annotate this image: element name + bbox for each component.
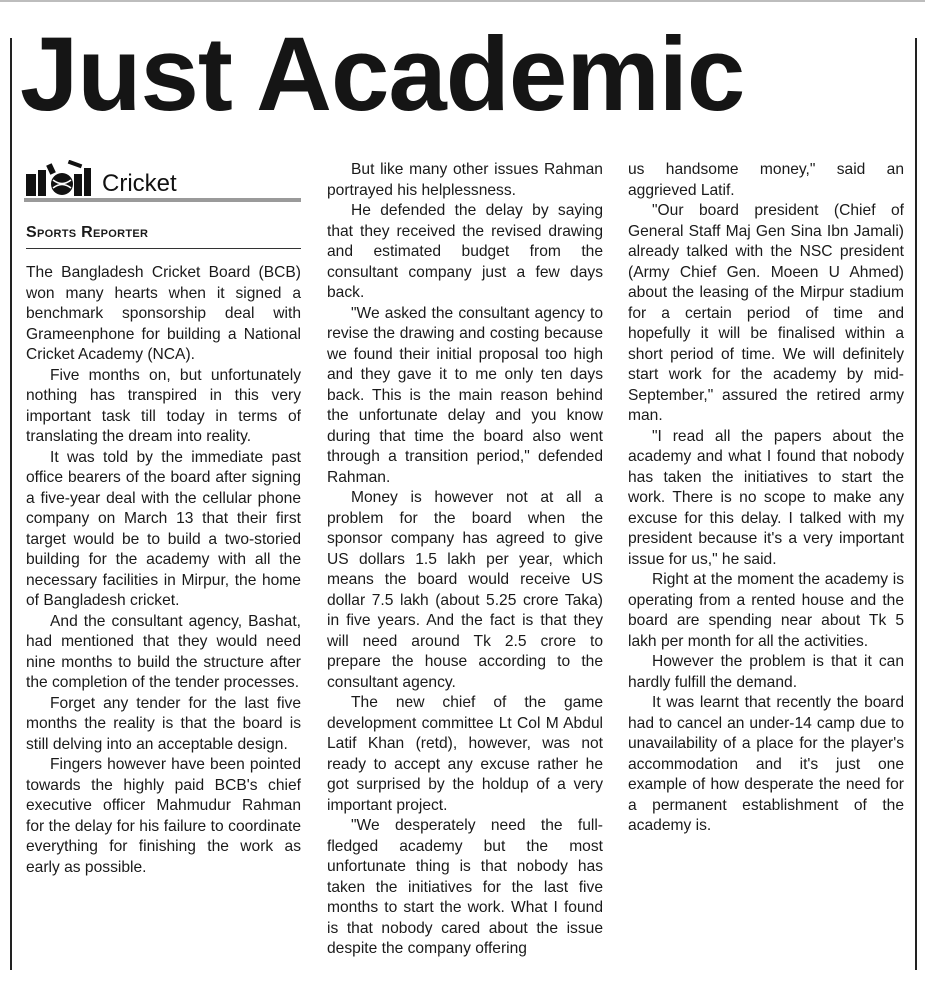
paragraph: It was told by the immediate past office bearers of the board after signing a five-year deal with the cellular phone company on March 13 that their first target would be to build a two-storied building for the academy with all the necessary facilities in Mirpur, the home of Bangladesh cricket. — [26, 448, 301, 609]
paragraph: But like many other issues Rahman portrayed his helplessness. — [327, 161, 603, 199]
paragraph: However the problem is that it can hardly fulfill the demand. — [628, 653, 904, 691]
article-column-2 — [327, 160, 603, 960]
paragraph: "I read all the papers about the academy and what I found that nobody has taken the initiatives to start the work. There is no scope to make any excuse for this delay. I talked with my president because it's a very important issue for us," he said. — [628, 427, 904, 568]
paragraph: He defended the delay by saying that they received the revised drawing and estimated budget from the consultant company just a few days back. — [327, 202, 603, 301]
section-label: Cricket — [102, 170, 177, 197]
top-border — [0, 0, 925, 2]
byline: Sports Reporter — [26, 224, 149, 241]
paragraph: Five months on, but unfortunately nothing has transpired in this very important task till today in terms of translating the dream into reality. — [26, 366, 301, 445]
paragraph: And the consultant agency, Bashat, had mentioned that they would need nine months to build the structure after the completion of the tender processes. — [26, 612, 301, 691]
paragraph: The Bangladesh Cricket Board (BCB) won many hearts when it signed a benchmark sponsorship deal with Grameenphone for building a National Cricket Academy (NCA). — [26, 264, 301, 363]
paragraph: "Our board president (Chief of General Staff Maj Gen Sina Ibn Jamali) already talked with the NSC president (Army Chief Gen. Moeen U Ahmed) about the leasing of the Mirpur stadium for a certain period of time and hopefully it will be finalised within a short period of time. We will definitely start work for the academy by mid-September," assured the retired army man. — [628, 202, 904, 424]
paragraph: Money is however not at all a problem for the board when the sponsor company has agreed to give US dollars 1.5 lakh per year, which means the board would receive US dollar 7.5 lakh (about 5.25 crore Taka) in five years. And the fact is that they will need around Tk 2.5 crore to prepare the house according to the consultant agency. — [327, 489, 603, 691]
right-column-rule — [915, 38, 917, 970]
section-kicker — [24, 158, 302, 202]
paragraph: It was learnt that recently the board had to cancel an under-14 camp due to unavailability of a place for the player's accommodation and it's just one example of how desperate the need for a permanent establishment of the academy is. — [628, 694, 904, 834]
headline: Just Academic — [20, 16, 745, 133]
paragraph: Fingers however have been pointed towards the highly paid BCB's chief executive officer Mahmudur Rahman for the delay for his failure to coordinate everything for finishing the work as early as possible. — [26, 756, 301, 876]
byline-rule — [26, 248, 301, 249]
paragraph: The new chief of the game development committee Lt Col M Abdul Latif Khan (retd), however, was not ready to accept any excuse rather he got surprised by the holdup of a very important project. — [327, 694, 603, 814]
paragraph: "We asked the consultant agency to revise the drawing and costing because we found their initial proposal too high and they gave it to me only ten days back. This is the main reason behind the unfortunate delay and you know during that time the board also went through a transition period," defended Rahman. — [327, 304, 603, 486]
paragraph: us handsome money," said an aggrieved Latif. — [628, 161, 904, 199]
paragraph: "We desperately need the full-fledged academy but the most unfortunate thing is that nobody has taken the initiatives for the last five months to start the work. What I found is that nobody cared about the issue despite the company offering — [327, 817, 603, 957]
paragraph: Forget any tender for the last five months the reality is that the board is still delving into an acceptable design. — [26, 694, 301, 753]
article-column-1 — [26, 263, 301, 878]
paragraph: Right at the moment the academy is operating from a rented house and the board are spending near about Tk 5 lakh per month for all the activities. — [628, 571, 904, 650]
section-bar — [24, 198, 301, 202]
cricket-icon — [24, 160, 94, 198]
article-column-3 — [628, 160, 904, 837]
left-column-rule — [10, 38, 12, 970]
